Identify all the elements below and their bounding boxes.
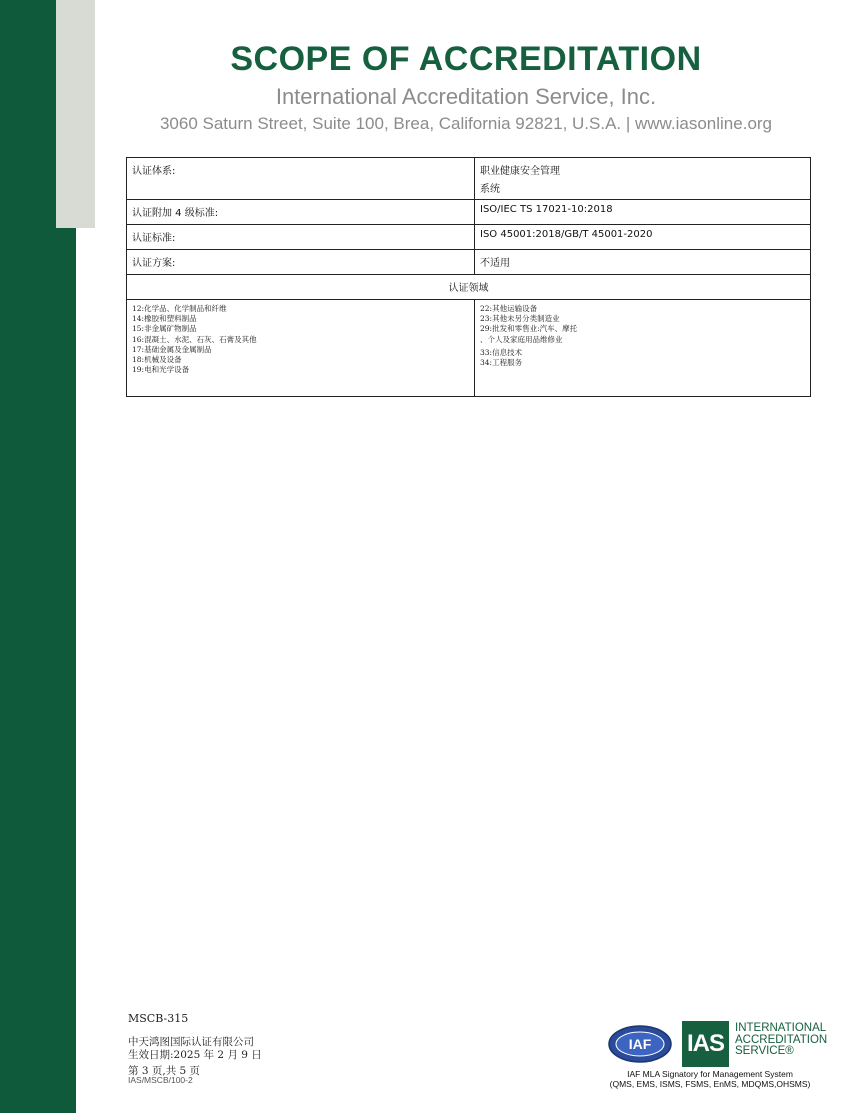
row-value: ISO 45001:2018/GB/T 45001-2020 [475, 225, 811, 250]
table-row [127, 225, 811, 250]
document-reference: IAS/MSCB/100-2 [128, 1075, 193, 1085]
ias-name-line: SERVICE® [735, 1045, 794, 1057]
list-item: 19:电和光学设备 [132, 365, 190, 375]
row-value: 不适用 [475, 250, 811, 275]
iaf-mla-scope: (QMS, EMS, ISMS, FSMS, EnMS, MDQMS,OHSMS) [609, 1079, 811, 1089]
row-value-line: 系统 [480, 184, 500, 195]
certificate-code: MSCB-315 [128, 1012, 189, 1025]
organization-name: International Accreditation Service, Inc. [275, 84, 657, 109]
list-item: 16:混凝土、水泥、石灰、石膏及其他 [132, 334, 257, 344]
fields-left-list [127, 300, 475, 397]
ias-name-line: ACCREDITATION [735, 1033, 828, 1046]
iaf-logo-text: IAF [628, 1036, 652, 1052]
ias-logo-name [735, 1023, 827, 1058]
page-number: 第 3 页,共 5 页 [128, 1065, 201, 1077]
list-item: 、个人及家庭用品维修业 [480, 334, 563, 344]
fields-right-list [475, 300, 811, 397]
list-item: 14:橡胶和塑料制品 [132, 314, 197, 324]
iaf-mla-statement: IAF MLA Signatory for Management System [627, 1069, 793, 1079]
fields-header: 认证领域 [127, 275, 811, 300]
list-item: 34:工程服务 [480, 358, 523, 368]
list-item: 17:基础金属及金属制品 [132, 344, 212, 354]
list-item: 29:批发和零售业:汽车、摩托 [480, 324, 578, 334]
list-item: 15:非金属矿物制品 [132, 324, 197, 334]
company-name: 中天鸿图国际认证有限公司 [128, 1036, 254, 1048]
scope-table [126, 157, 811, 397]
table-row [127, 158, 811, 200]
organization-address: 3060 Saturn Street, Suite 100, Brea, California 92821, U.S.A. | www.iasonline.org [159, 114, 773, 133]
iaf-seal-icon [607, 1024, 673, 1064]
page-title: SCOPE OF ACCREDITATION [230, 40, 702, 78]
iaf-logo [607, 1024, 673, 1068]
list-item: 22:其他运输设备 [480, 304, 538, 313]
row-value [475, 158, 811, 200]
list-item: 23:其他未另分类制造业 [480, 314, 560, 324]
table-row [127, 275, 811, 300]
row-label: 认证附加 4 级标准: [127, 200, 475, 225]
table-row [127, 200, 811, 225]
row-value: ISO/IEC TS 17021-10:2018 [475, 200, 811, 225]
row-label: 认证标准: [127, 225, 475, 250]
row-label: 认证体系: [127, 158, 475, 200]
ias-logo: IAS [682, 1021, 729, 1067]
row-value-line: 职业健康安全管理 [480, 166, 560, 177]
ias-name-line: INTERNATIONAL [735, 1022, 827, 1034]
list-item: 33:信息技术 [480, 347, 523, 357]
table-row [127, 300, 811, 397]
table-row [127, 250, 811, 275]
row-label: 认证方案: [127, 250, 475, 275]
list-item: 12:化学品、化学制品和纤维 [132, 304, 227, 313]
effective-date: 生效日期:2025 年 2 月 9 日 [128, 1049, 262, 1061]
list-item: 18:机械及设备 [132, 355, 182, 365]
